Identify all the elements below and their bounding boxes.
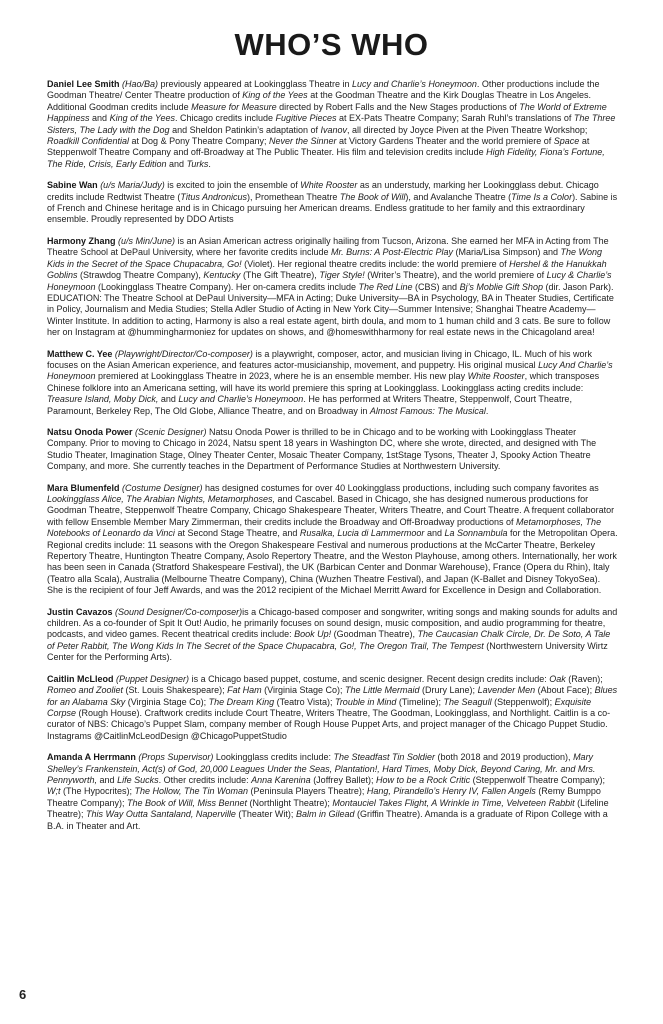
- bio-text: (Goodman Theatre),: [331, 629, 418, 640]
- bios-list: [47, 79, 618, 832]
- bio-text: (Lookingglass Theatre Company). Her on-camera credits include: [95, 281, 359, 292]
- bio-text: has designed costumes for over 40 Lookingglass productions, including such company favorites as: [202, 482, 599, 493]
- bio-name: Amanda A Herrmann: [47, 752, 139, 763]
- bio-text: The Red Line: [358, 281, 413, 292]
- bio-text: Lucy And Charlie’s Honeymoon: [47, 359, 613, 382]
- bio-text: The Steadfast Tin Soldier: [333, 752, 435, 763]
- bio-role: (Playwright/Director/Co-composer): [114, 348, 253, 359]
- bio-name: Sabine Wan: [47, 180, 101, 191]
- bio-name: Justin Cavazos: [47, 606, 116, 617]
- bio-text: Fat Ham: [227, 685, 262, 696]
- bio-text: is excited to join the ensemble of: [164, 180, 301, 191]
- bio-text: Almost Famous: The Musical: [369, 405, 486, 416]
- bio-text: Romeo and Zooliet: [47, 685, 124, 696]
- bio-text: (Timeline);: [396, 696, 444, 707]
- bio-text: at Second Stage Theatre, and: [174, 528, 300, 539]
- bio-text: The Caucasian Chalk Circle, Dr. De Soto, A Tale of Peter Rabbit, The Wong Kids In The Secret of the Space Chupacabra, Go!, The Oregon Trail, The Tempest: [47, 629, 611, 651]
- bio-text: . Chicago credits include: [174, 113, 276, 124]
- bio-text: The Wong Kids in the Secret of the Space Chupacabra, Go!: [47, 247, 603, 269]
- bio-role: (Hao/Ba): [122, 79, 159, 89]
- bio-text: and Sheldon Patinkin’s adaptation of: [169, 124, 321, 135]
- bio-text: (both 2018 and 2019 production),: [434, 752, 574, 763]
- bio-text: Montauciel Takes Flight, A Wrinkle in Time, Velveteen Rabbit: [332, 797, 575, 808]
- bio-text: Turks: [186, 158, 209, 169]
- bio-role: (Sound Designer/Co-composer): [115, 606, 243, 617]
- bio-text: Hang, Pirandello’s Henry IV, Fallen Angels: [366, 786, 536, 797]
- bio-text: and: [424, 528, 445, 539]
- bio-text: ), Promethean Theatre: [247, 191, 340, 202]
- bio-text: premiered at Lookingglass Theatre in 2023, where he is an ensemble member. His new play: [95, 371, 468, 382]
- bio-paragraph: [47, 483, 618, 597]
- bio-text: previously appeared at Lookingglass Theatre in: [158, 79, 353, 89]
- bio-paragraph: [47, 180, 618, 226]
- bio-paragraph: [47, 752, 618, 832]
- bio-role: (Costume Designer): [122, 482, 203, 493]
- bio-text: (Steppenwolf);: [491, 696, 555, 707]
- bio-text: Fugitive Pieces: [275, 113, 337, 124]
- bio-paragraph: [47, 236, 618, 339]
- bio-text: (Virginia Stage Co);: [125, 696, 209, 707]
- bio-text: (Teatro Vista);: [274, 696, 335, 707]
- bio-text: .: [485, 405, 489, 416]
- bio-name: Natsu Onoda Power: [47, 426, 136, 437]
- bio-text: Natsu Onoda Power is thrilled to be in Chicago and to be working with Lookingglass Theater Company. Prior to moving to Chicago in 2024, Natsu spent 18 years in Washington DC, where she wrote, directed, and designed with The Studio Theater, Imagination Stage, Olney Theater Center, Mosaic Theater Company, 1stStage Tysons, Theater J, Spooky Action Theatre Company, and more. She currently teaches in the Department of Performance Studies at Northwestern University.: [47, 426, 597, 472]
- bio-text: and Cascabel. Based in Chicago, she has designed numerous productions for Goodman Theatre, Steppenwolf Theatre Company, Chicago Shakespeare Theater, Writers Theatre, and Court Theatre. A frequent collaborator with fellow Ensemble Member Mary Zimmerman, their credits include the Broadway and Off-Broadway productions of: [47, 494, 615, 527]
- bio-text: White Rooster: [467, 371, 525, 382]
- bio-role: (Puppet Designer): [116, 673, 190, 684]
- bio-text: Roadkill Confidential: [47, 136, 130, 147]
- bio-text: . Other productions include the Goodman Theatre/ Center Theatre production of: [47, 79, 600, 101]
- bio-text: (The Hypocrites);: [60, 786, 135, 797]
- bio-text: The Hollow, The Tin Woman: [134, 786, 248, 797]
- bio-text: Lookingglass Alice, The Arabian Nights, Metamorphoses,: [47, 494, 275, 504]
- bio-text: (Violet). Her regional theatre credits include: the world premiere of: [241, 258, 510, 269]
- bio-text: for the Metropolitan Opera. Regional credits include: 11 seasons with the Oregon Shakespeare Festival and numerous productions at the McCarter Theatre, Berkeley Repertory Theatre, Huntington Theatre Company, Asolo Repertory Theatre, and the Weston Playhouse, among others. Internationally, her work has been seen in Canada (Stratford Shakespeare Festival), the UK (Barbican Center and Donmar Warehouse), France (Opera du Rhin), Italy (Teatro alla Scala), Australia (Melbourne Theatre Company), China (Wuzhen Theatre Festival), and Japan (K-Ballet and Disney TokyoSea). She is the recipient of four Jeff Awards, and was the 2012 recipient of the Michael Merritt Award for Excellence in Design and Collaboration.: [47, 528, 618, 596]
- bio-text: (Writer’s Theatre), and the world premiere of: [364, 270, 547, 281]
- bio-text: Exquisite Corpse: [47, 696, 592, 718]
- bio-text: The Book of Will: [339, 191, 406, 202]
- bio-paragraph: [47, 607, 618, 664]
- bio-text: Mr. Burns: A Post-Electric Play: [330, 247, 453, 258]
- bio-text: Lucy & Charlie’s Honeymoon: [47, 270, 612, 292]
- bio-name: Matthew C. Yee: [47, 348, 115, 359]
- bio-text: , which transposes Chinese folklore into an Americana setting, will have its world premiere this spring at Lookingglass. Lookingglass acting credits include:: [47, 371, 600, 393]
- bio-text: is a playwright, composer, actor, and musician living in Chicago, IL. Much of his work focuses on the Asian American experience, and features actor-musicianship, movement, and puppetry. His original musical: [47, 348, 593, 370]
- bio-text: Tiger Style!: [319, 270, 365, 281]
- bio-text: at Dog & Pony Theatre Company;: [129, 136, 269, 147]
- bio-text: ). Sabine is of French and Chinese heritage and is in Chicago pursuing her American dreams. Endless gratitude to her family and this extraordinary ensemble. Proudly represented by DDO Artists: [47, 191, 618, 225]
- bio-paragraph: [47, 427, 618, 473]
- bio-text: The Book of Will, Miss Bennet: [127, 797, 248, 808]
- bio-text: Blues for an Alabama Sky: [47, 685, 618, 707]
- bio-text: (Virginia Stage Co);: [261, 685, 345, 696]
- bio-paragraph: [47, 349, 618, 417]
- bio-text: . He has performed at Writers Theatre, Steppenwolf, Court Theatre, Paramount, Berkeley Rep, The Old Globe, Alliance Theatre, and on Broadway in: [47, 394, 572, 416]
- bio-text: (Joffrey Ballet);: [310, 774, 377, 785]
- bio-text: (Steppenwolf Theatre Company);: [470, 774, 605, 785]
- bio-text: is an Asian American actress originally hailing from Tucson, Arizona. She earned her MFA in Acting from The Theatre School at DePaul University, where her favorite credits include: [47, 235, 609, 258]
- bio-text: (Raven);: [565, 673, 603, 684]
- bio-text: Bj’s Moblie Gift Shop: [459, 281, 543, 292]
- bio-text: How to be a Rock Critic: [376, 774, 471, 785]
- bio-text: Life Sucks: [117, 774, 159, 785]
- bio-role: (Scenic Designer): [135, 426, 207, 437]
- bio-text: Lookingglass credits include:: [213, 752, 334, 763]
- bio-name: Mara Blumenfeld: [47, 482, 123, 493]
- bio-text: at Victory Gardens Theater and the world premiere of: [336, 136, 554, 147]
- bio-paragraph: [47, 674, 618, 742]
- bio-text: (Northlight Theatre);: [247, 797, 333, 808]
- bio-text: High Fidelity, Fiona’s Fortune, The Ride, Crisis, Early Edition: [47, 147, 605, 169]
- bio-text: Titus Andronicus: [180, 191, 248, 202]
- bio-text: (About Face);: [535, 685, 595, 696]
- bio-text: Rusalka, Lucia di Lammermoor: [299, 528, 425, 539]
- bio-text: Hershel & the Hanukkah Goblins: [47, 258, 607, 281]
- bio-text: Mary Shelley’s Frankenstein, Act(s) of God, 20,000 Leagues Under the Seas, Plantation!, Hard Times, Moby Dick, Beyond Caring, Mr. and Mrs. Pennyworth,: [47, 752, 596, 785]
- bio-text: White Rooster: [300, 180, 358, 191]
- bio-text: . Other credits include:: [158, 774, 252, 785]
- bio-text: Measure for Measure: [191, 101, 277, 112]
- bio-text: (Northwestern University Wirtz Center for the Performing Arts).: [47, 640, 608, 663]
- bio-text: and: [97, 774, 118, 785]
- bio-text: Book Up!: [294, 629, 332, 640]
- bio-role: (u/s Min/June): [118, 235, 176, 246]
- bio-text: .: [208, 158, 211, 169]
- bio-role: (u/s Maria/Judy): [100, 180, 165, 191]
- bio-text: at the Goodman Theatre and the Kirk Douglas Theatre in Los Angeles. Additional Goodman credits include: [47, 90, 592, 112]
- bio-text: The Little Mermaid: [345, 685, 420, 696]
- bio-text: as an understudy, marking her Lookingglass debut. Chicago credits include Redtwist Theatre (: [47, 180, 599, 202]
- bio-text: at EX-Pats Theatre Company; Sarah Ruhl’s translations of: [336, 113, 574, 124]
- bio-text: The World of Extreme Happiness: [47, 101, 607, 124]
- bio-text: Treasure Island, Moby Dick,: [47, 394, 159, 405]
- bio-text: is a Chicago-based composer and songwriter, writing songs and making sounds for adults and children. As a co-founder of Spit It Out! Audio, he primarily focuses on sound design, music composition, and audio programming for theatre, podcasts, and video games. Recent theatrical credits include:: [47, 606, 618, 640]
- bio-text: (dir. Jason Park). EDUCATION: The Theatre School at DePaul University—MFA in Acting; Duke University—BA in Psychology, BA in Theater Studies, Certificate in Policy, Journalism and Media Studies; Stella Adler Studio of Acting in New York City—Summer Intensive; Shanghai Theatre Academy—Winter Institute. In addition to acting, Harmony is also a real estate agent, birth doula, and mom to 1 human child and 3 cats. Be sure to follow her on Instagram at @hummingharmoniez for updates on shows, and @homeswithharmony for real estate news in the Chicagoland area!: [47, 281, 614, 338]
- bio-text: Never the Sinner: [268, 136, 337, 147]
- bio-text: Kentucky: [203, 270, 241, 281]
- bio-text: (Remy Bumppo Theatre Company);: [47, 786, 601, 808]
- bio-text: Lucy and Charlie’s Honeymoon: [352, 79, 477, 89]
- bio-text: This Way Outta Santaland, Naperville: [86, 809, 236, 820]
- bio-text: (Lifeline Theatre);: [47, 797, 609, 820]
- bio-text: and: [89, 113, 110, 124]
- bio-name: Caitlin McLleod: [47, 673, 117, 684]
- bio-text: (St. Louis Shakespeare);: [123, 685, 228, 696]
- bio-text: Metamorphoses, The Notebooks of Leonardo da Vinci: [47, 516, 602, 539]
- bio-text: Lucy and Charlie’s Honeymoon: [178, 394, 304, 405]
- bio-text: , all directed by Joyce Piven at the Piven Theatre Workshop;: [347, 124, 588, 135]
- bio-text: and: [158, 394, 179, 405]
- bio-text: The Three Sisters, The Lady with the Dog: [47, 113, 616, 135]
- bio-paragraph: [47, 79, 618, 170]
- bio-text: King of the Yees: [242, 90, 308, 101]
- bio-text: W;t: [47, 786, 61, 797]
- bio-text: (CBS) and: [412, 281, 460, 292]
- bio-text: (Peninsula Players Theatre);: [248, 786, 367, 797]
- bio-text: Ivanov: [320, 124, 348, 135]
- bio-text: and: [166, 158, 187, 169]
- bio-text: King of the Yees: [109, 113, 175, 124]
- bio-text: La Sonnambula: [444, 528, 508, 539]
- bio-text: Balm in Gilead: [295, 809, 355, 820]
- bio-text: (Theater Wit);: [235, 809, 296, 820]
- bio-text: The Dream King: [208, 696, 275, 707]
- bio-text: at Steppenwolf Theatre Company and off-Broadway at The Public Theater. His film and television credits include: [47, 136, 590, 158]
- bio-text: (Drury Lane);: [419, 685, 478, 696]
- bio-text: (The Gift Theatre),: [240, 270, 320, 281]
- bio-text: Time Is a Color: [511, 191, 573, 202]
- bio-text: is a Chicago based puppet, costume, and scenic designer. Recent design credits include:: [189, 673, 550, 684]
- bio-role: (Props Supervisor): [138, 752, 214, 763]
- bio-text: (Maria/Lisa Simpson) and: [453, 247, 561, 258]
- bio-text: (Rough House). Craftwork credits include Court Theatre, Writers Theatre, The Goodman, Lookingglass, and Northlight. Caitlin is a co-curator of NBS: Chicago’s Puppet Slam, company member of Rough House Puppet Arts, and project manager of the Chicago Puppet Studio. Instagrams @CaitlinMcLeodDesign @ChicagoPuppetStudio: [47, 707, 611, 741]
- bio-name: Harmony Zhang: [47, 235, 119, 246]
- page-number: 6: [19, 987, 27, 1002]
- page-title: WHO’S WHO: [234, 27, 429, 62]
- bio-text: Space: [553, 136, 580, 147]
- bio-text: (Griffin Theatre). Amanda is a graduate of Ripon College with a B.A. in Theater and Art.: [47, 809, 608, 831]
- bio-text: Trouble in Mind: [334, 696, 397, 707]
- bio-text: (Strawdog Theatre Company),: [77, 270, 204, 281]
- bio-name: Daniel Lee Smith: [47, 79, 123, 89]
- bio-text: ), and Avalanche Theatre (: [405, 191, 512, 202]
- bio-text: The Seagull: [443, 696, 492, 707]
- bio-text: directed by Robert Falls and the New Stages productions of: [276, 101, 520, 112]
- bio-text: Lavender Men: [477, 685, 536, 696]
- bio-text: Oak: [549, 673, 566, 684]
- bio-text: Anna Karenina: [251, 774, 311, 785]
